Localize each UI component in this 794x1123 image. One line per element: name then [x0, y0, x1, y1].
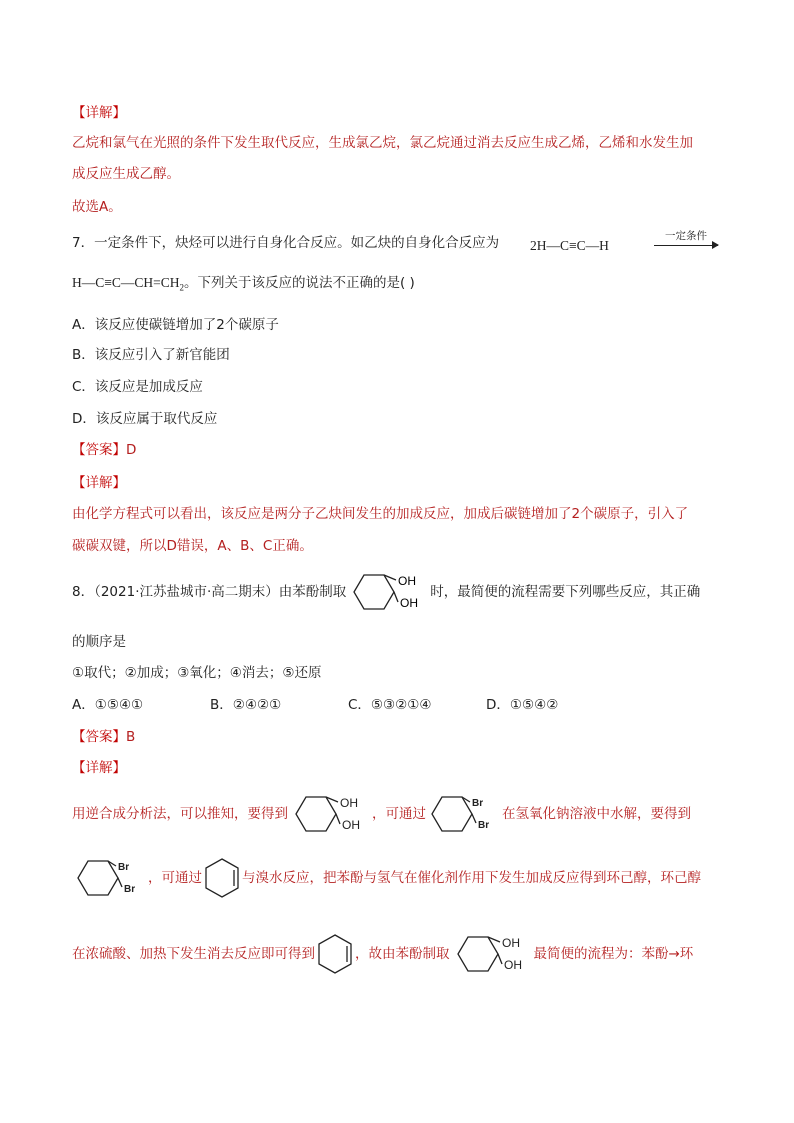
q7-reactant-formula: 2H—C≡C—H [530, 238, 609, 253]
q8-option-b: B．②④②① [210, 697, 282, 713]
q7-answer: 【答案】D [72, 442, 137, 458]
q7-option-b: B．该反应引入了新官能团 [72, 347, 230, 363]
svg-text:OH: OH [400, 596, 419, 610]
detail-text-line-2: 成反应生成乙醇。 [72, 166, 180, 182]
cyclohexanediol-structure [346, 570, 430, 614]
q8-reaction-list: ①取代；②加成；③氧化；④消去；⑤还原 [72, 665, 322, 681]
q8-detail-line-2: Br Br ，可通过 与溴水反应，把苯酚与氢气在催化剂作用下发生加成反应得到环己醇，环己醇 [72, 856, 701, 900]
svg-text:OH: OH [503, 958, 522, 972]
q8-detail-line-1: 用逆合成分析法，可以推知，要得到 OH OH ，可通过 Br Br 在氢氧化钠溶液中水解，要得到 [72, 792, 691, 836]
q7-detail-line-1: 由化学方程式可以看出，该反应是两分子乙炔间发生的加成反应，加成后碳链增加了2个碳原子，引入了 [72, 506, 689, 522]
svg-text:Br: Br [118, 862, 130, 873]
q7-detail-tag: 【详解】 [72, 475, 126, 491]
q8-option-a: A．①⑤④① [72, 697, 144, 713]
arrow-right-icon [712, 241, 719, 249]
svg-text:Br: Br [472, 798, 484, 809]
q7-option-d: D．该反应属于取代反应 [72, 411, 218, 427]
cyclohexene-structure [315, 932, 355, 976]
svg-text:OH: OH [342, 818, 360, 832]
reaction-arrow [654, 230, 718, 252]
svg-text:Br: Br [478, 820, 490, 831]
detail-tag: 【详解】 [72, 105, 126, 121]
q8-detail-tag: 【详解】 [72, 760, 126, 776]
svg-text:OH: OH [340, 796, 358, 810]
q7-stem: 7．一定条件下，炔烃可以进行自身化合反应。如乙炔的自身化合反应为 [72, 235, 500, 251]
dibromocyclohexane-structure [72, 856, 148, 900]
q7-option-c: C．该反应是加成反应 [72, 379, 203, 395]
q8-detail-line-3: 在浓硫酸、加热下发生消去反应即可得到 ，故由苯酚制取 OH OH 最简便的流程为：苯酚→环 [72, 932, 693, 976]
q7-detail-line-2: 碳碳双键，所以D错误，A、B、C正确。 [72, 538, 313, 554]
cyclohexanediol-structure [288, 792, 372, 836]
svg-text:OH: OH [398, 574, 417, 588]
q8-stem-line-2: 的顺序是 [72, 634, 126, 650]
svg-text:OH: OH [501, 936, 520, 950]
q8-stem: 8．（2021·江苏盐城市·高二期末）由苯酚制取 OH OH 时，最简便的流程需要下列哪些反应，其正确 [72, 570, 700, 614]
reaction-condition: 一定条件 [665, 230, 707, 242]
q8-option-c: C．⑤③②①④ [348, 697, 432, 713]
conclusion-text: 故选A。 [72, 199, 122, 215]
q8-answer: 【答案】B [72, 729, 136, 745]
q7-stem-line-2: $H—C\equiv C—CH=CH_2$。下列关于该反应的说法不正确的是( ) [72, 275, 415, 293]
cyclohexanediol-structure [450, 932, 534, 976]
dibromocyclohexane-structure [426, 792, 502, 836]
q7-option-a: A．该反应使碳链增加了2个碳原子 [72, 317, 279, 333]
detail-text-line-1: 乙烷和氯气在光照的条件下发生取代反应，生成氯乙烷，氯乙烷通过消去反应生成乙烯，乙烯和水发生加 [72, 135, 693, 151]
svg-text:Br: Br [124, 884, 136, 895]
cyclohexene-structure [202, 856, 242, 900]
q7-product-formula: $H—C\equiv C—CH=CH_2$ [72, 275, 184, 293]
q8-option-d: D．①⑤④② [486, 697, 559, 713]
